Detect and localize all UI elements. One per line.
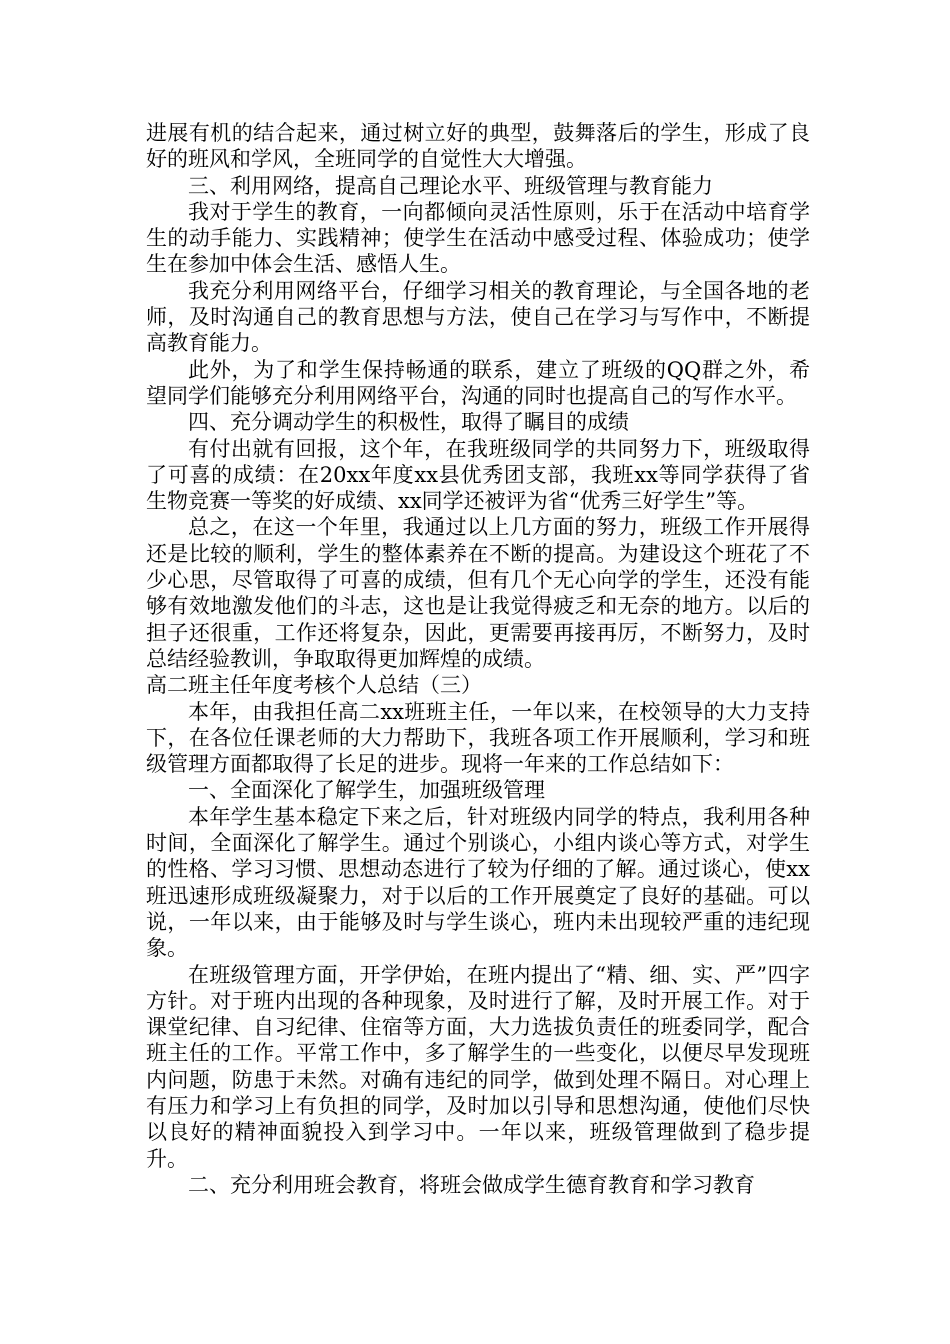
paragraph: 本年学生基本稳定下来之后，针对班级内同学的特点，我利用各种时间，全面深化了解学生。通过个别谈心，小组内谈心等方式，对学生的性格、学习习惯、思想动态进行了较为仔细的了解。通过谈心，使xx班迅速形成班级凝聚力，对于以后的工作开展奠定了良好的基础。可以说，一年以来，由于能够及时与学生谈心，班内未出现较严重的违纪现象。 — [146, 804, 810, 961]
paragraph: 我对于学生的教育，一向都倾向灵活性原则，乐于在活动中培育学生的动手能力、实践精神；使学生在活动中感受过程、体验成功；使学生在参加中体会生活、感悟人生。 — [146, 199, 810, 277]
paragraph: 本年，由我担任高二xx班班主任，一年以来，在校领导的大力支持下，在各位任课老师的大力帮助下，我班各项工作开展顺利，学习和班级管理方面都取得了长足的进步。现将一年来的工作总结如下： — [146, 699, 810, 777]
paragraph: 我充分利用网络平台，仔细学习相关的教育理论，与全国各地的老师，及时沟通自己的教育思想与方法，使自己在学习与写作中，不断提高教育能力。 — [146, 278, 810, 356]
paragraph: 总之，在这一个年里，我通过以上几方面的努力，班级工作开展得还是比较的顺利，学生的整体素养在不断的提高。为建设这个班花了不少心思，尽管取得了可喜的成绩，但有几个无心向学的学生，还没有能够有效地激发他们的斗志，这也是让我觉得疲乏和无奈的地方。以后的担子还很重，工作还将复杂，因此，更需要再接再厉，不断努力，及时总结经验教训，争取取得更加辉煌的成绩。 — [146, 515, 810, 671]
document-title: 高二班主任年度考核个人总结（三） — [146, 673, 482, 698]
section-heading: 三、利用网络，提高自己理论水平、班级管理与教育能力 — [188, 173, 713, 198]
section-heading: 二、充分利用班会教育，将班会做成学生德育教育和学习教育 — [188, 1172, 755, 1197]
document-body — [146, 120, 810, 1198]
paragraph: 有付出就有回报，这个年，在我班级同学的共同努力下，班级取得了可喜的成绩：在20xx年度xx县优秀团支部，我班xx等同学获得了省生物竞赛一等奖的好成绩、xx同学还被评为省“优秀三好学生”等。 — [146, 436, 810, 514]
paragraph: 进展有机的结合起来，通过树立好的典型，鼓舞落后的学生，形成了良好的班风和学风，全班同学的自觉性大大增强。 — [146, 121, 810, 172]
section-heading: 四、充分调动学生的积极性，取得了瞩目的成绩 — [188, 410, 629, 435]
paragraph: 在班级管理方面，开学伊始，在班内提出了“精、细、实、严”四字方针。对于班内出现的各种现象，及时进行了解，及时开展工作。对于课堂纪律、自习纪律、住宿等方面，大力选拔负责任的班委同学，配合班主任的工作。平常工作中，多了解学生的一些变化，以便尽早发现班内问题，防患于未然。对确有违纪的同学，做到处理不隔日。对心理上有压力和学习上有负担的同学，及时加以引导和思想沟通，使他们尽快以良好的精神面貌投入到学习中。一年以来，班级管理做到了稳步提升。 — [146, 962, 810, 1171]
paragraph: 此外，为了和学生保持畅通的联系，建立了班级的QQ群之外，希望同学们能够充分利用网络平台，沟通的同时也提高自己的写作水平。 — [146, 357, 810, 408]
section-heading: 一、全面深化了解学生，加强班级管理 — [188, 778, 545, 803]
